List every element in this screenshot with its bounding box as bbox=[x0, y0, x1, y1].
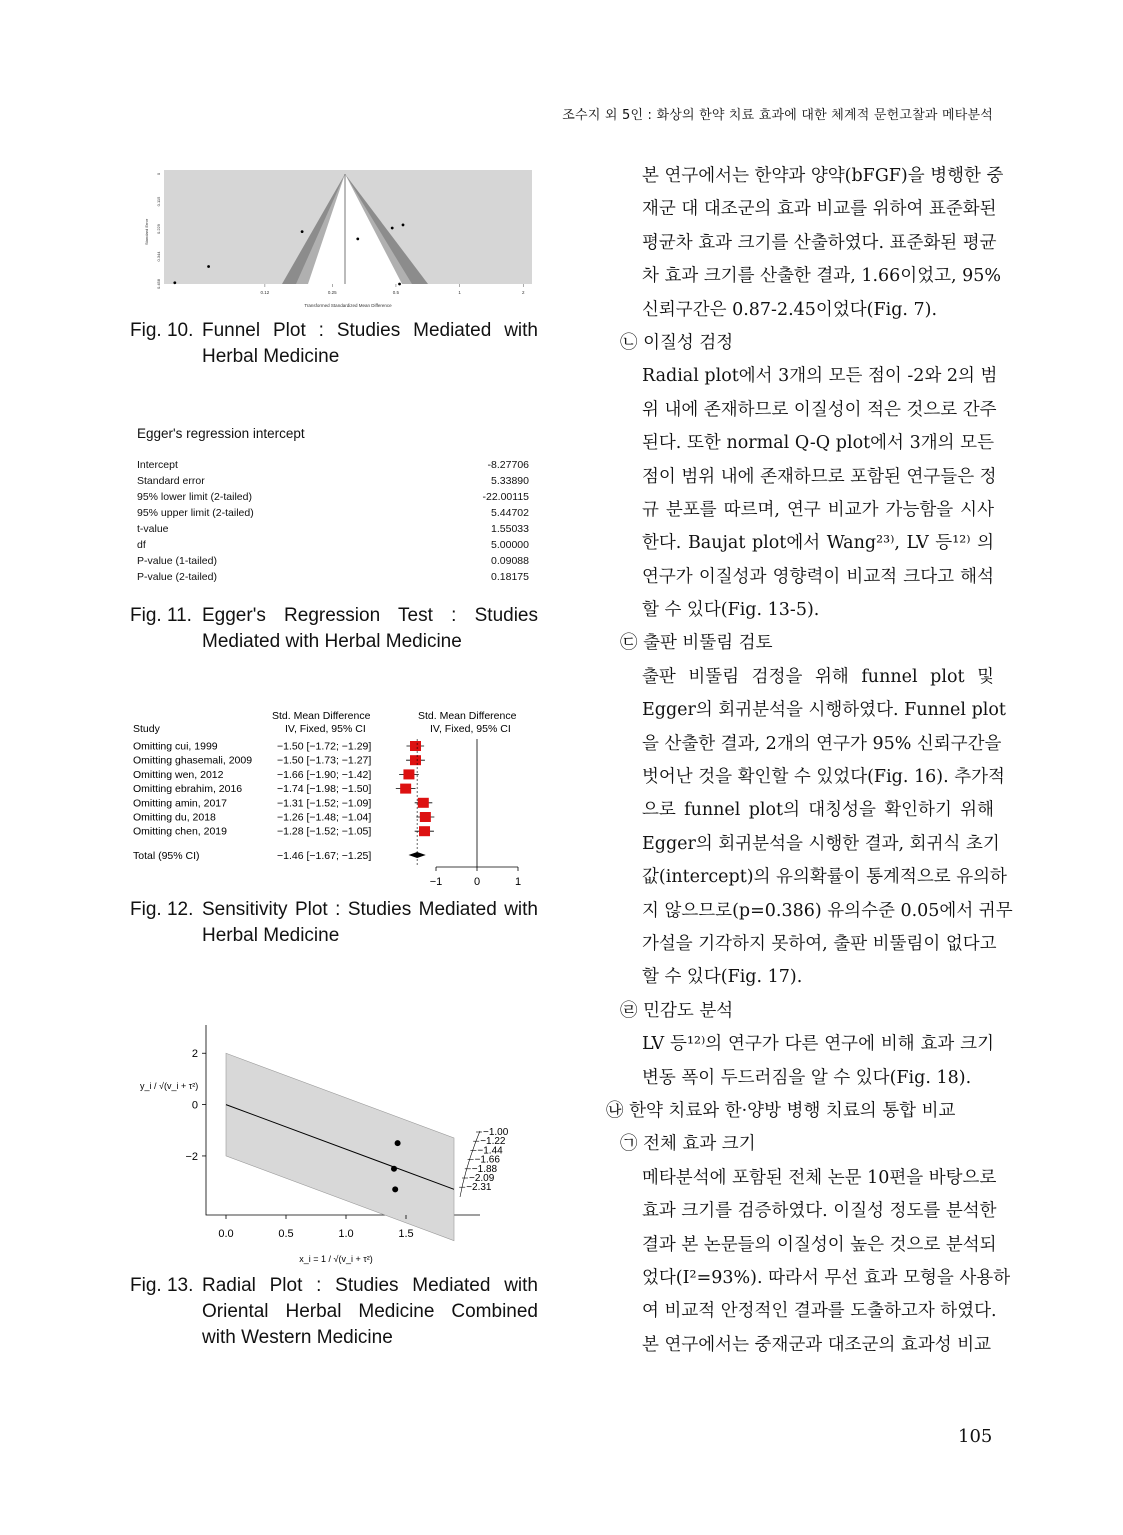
fig12-x-tick-label: −1 bbox=[429, 876, 443, 888]
fig12-study-marker bbox=[419, 826, 430, 836]
text-line: 벗어난 것을 확인할 수 있었다(Fig. 16). 추가적 bbox=[642, 767, 1005, 788]
text-line: 할 수 있다(Fig. 17). bbox=[642, 967, 803, 988]
fig10-funnel-plot bbox=[140, 160, 540, 310]
fig12-col-plot-1: Std. Mean Difference bbox=[418, 710, 517, 722]
text-line: 재군 대 대조군의 효과 비교를 위하여 표준화된 bbox=[642, 199, 997, 220]
table-cell-value: 5.33890 bbox=[491, 475, 529, 487]
table-cell-value: 1.55033 bbox=[491, 523, 529, 535]
table-cell-label: Standard error bbox=[137, 475, 205, 487]
fig10-y-tick-label: 0.115 bbox=[156, 196, 161, 207]
fig13-y-tick-label: −2 bbox=[185, 1150, 198, 1163]
text-line: Egger의 회귀분석을 시행한 결과, 회귀식 초기 bbox=[642, 833, 1000, 854]
table-cell-label: df bbox=[137, 539, 146, 551]
text-line: 효과 크기를 검증하였다. 이질성 정도를 분석한 bbox=[642, 1201, 997, 1222]
fig13-arc-label: −1.22 bbox=[480, 1136, 506, 1148]
fig13-point bbox=[395, 1140, 401, 1146]
text-line: 지 않으므로(p=0.386) 유의수준 0.05에서 귀무 bbox=[642, 900, 1013, 921]
fig13-arc-label: −2.09 bbox=[469, 1173, 495, 1184]
fig10-y-tick-label: 0 bbox=[156, 172, 161, 176]
table-cell-value: -22.00115 bbox=[482, 491, 529, 503]
text-line: 신뢰구간은 0.87-2.45이었다(Fig. 7). bbox=[642, 299, 938, 320]
fig13-x-axis-label: x_i = 1 / √(v_i + τ²) bbox=[299, 1254, 373, 1264]
text-line: 규 분포를 따르며, 연구 비교가 가능함을 시사 bbox=[642, 499, 994, 520]
text-line: 차 효과 크기를 산출한 결과, 1.66이었고, 95% bbox=[642, 266, 1002, 287]
fig13-arc-label: −1.00 bbox=[483, 1127, 509, 1138]
text-line: 점이 범위 내에 존재하므로 포함된 연구들은 정 bbox=[642, 466, 997, 487]
fig12-study-marker bbox=[418, 798, 429, 808]
fig10-caption-text: Funnel Plot : Studies Mediated with Herbal Medicine bbox=[202, 320, 538, 367]
table-cell-label: 95% upper limit (2-tailed) bbox=[137, 507, 254, 519]
fig12-caption bbox=[130, 897, 538, 949]
text-line: 출판 비뚤림 검정을 위해 funnel plot 및 bbox=[642, 666, 994, 687]
fig12-study-label: Omitting ghasemali, 2009 bbox=[133, 754, 253, 767]
fig12-rows bbox=[133, 739, 434, 865]
fig12-study-marker bbox=[403, 769, 414, 779]
fig10-point bbox=[398, 283, 401, 286]
fig12-ci-label: −1.31 [−1.52; −1.09] bbox=[277, 797, 372, 810]
fig13-y-tick-label: 0 bbox=[191, 1099, 198, 1112]
fig12-col-study: Study bbox=[133, 723, 160, 735]
fig12-x-tick-label: 1 bbox=[514, 876, 522, 888]
table-row bbox=[137, 491, 529, 503]
fig12-caption-text: Sensitivity Plot : Studies Mediated with Herbal Medicine bbox=[202, 899, 538, 946]
fig12-col-plot-2: IV, Fixed, 95% CI bbox=[430, 723, 511, 735]
fig13-arc-label: −1.66 bbox=[474, 1154, 500, 1166]
table-cell-label: t-value bbox=[137, 523, 169, 535]
fig12-study-label: Omitting du, 2018 bbox=[133, 811, 216, 824]
table-cell-value: 0.09088 bbox=[491, 555, 529, 567]
fig12-study-label: Omitting amin, 2017 bbox=[133, 797, 227, 810]
fig13-arc-scale bbox=[459, 1127, 509, 1197]
heading-heterogeneity: ㉡ 이질성 검정 bbox=[620, 332, 734, 353]
text-line: 었다(I²=93%). 따라서 무선 효과 모형을 사용하 bbox=[642, 1267, 1011, 1288]
page-number: 105 bbox=[958, 1426, 993, 1447]
fig10-y-tick-label: 0.229 bbox=[156, 223, 161, 235]
fig13-point bbox=[391, 1166, 397, 1172]
fig10-x-tick-label: 0.25 bbox=[327, 290, 337, 295]
fig13-arc-label: −1.88 bbox=[471, 1163, 498, 1175]
text-line: Egger의 회귀분석을 시행하였다. Funnel plot bbox=[642, 700, 1006, 721]
text-line: 할 수 있다(Fig. 13-5). bbox=[642, 600, 820, 621]
fig13-caption-text: Radial Plot : Studies Mediated with Oriental Herbal Medicine Combined with Western Medicine bbox=[202, 1275, 538, 1348]
fig10-point bbox=[207, 265, 210, 268]
table-cell-value: 5.44702 bbox=[491, 507, 529, 519]
fig10-x-axis-label: Transformed Standardized Mean Difference bbox=[304, 303, 392, 308]
table-cell-value: -8.27706 bbox=[487, 459, 529, 471]
paragraph-heterogeneity bbox=[612, 360, 998, 627]
table-row bbox=[137, 523, 529, 535]
text-line: 변동 폭이 두드러짐을 알 수 있다(Fig. 18). bbox=[642, 1067, 972, 1088]
fig10-y-tick-label: 0.344 bbox=[156, 251, 161, 262]
fig12-col-smd-1: Std. Mean Difference bbox=[272, 710, 371, 722]
fig10-x-tick-label: 1 bbox=[458, 290, 461, 295]
fig13-x-tick-label: 0.5 bbox=[278, 1228, 294, 1240]
fig12-ci-label: −1.28 [−1.52; −1.05] bbox=[277, 825, 372, 838]
table-cell-label: P-value (1-tailed) bbox=[137, 555, 217, 567]
fig13-number: Fig. 13. bbox=[130, 1275, 194, 1296]
fig10-y-tick-label: 0.458 bbox=[156, 278, 161, 290]
text-line: 된다. 또한 normal Q-Q plot에서 3개의 모든 bbox=[642, 433, 994, 454]
fig12-study-label: Omitting ebrahim, 2016 bbox=[133, 783, 243, 796]
heading-publication-bias: ㉢ 출판 비뚤림 검토 bbox=[620, 633, 773, 654]
fig10-x-tick-label: 0.12 bbox=[260, 290, 270, 295]
fig12-ci-label: −1.66 [−1.90; −1.42] bbox=[277, 768, 372, 781]
fig13-point bbox=[392, 1186, 398, 1192]
fig10-point bbox=[402, 224, 405, 227]
paragraph-combined-therapy bbox=[612, 160, 1004, 327]
heading-integrated-comparison: ㉯ 한약 치료와 한·양방 병행 치료의 통합 비교 bbox=[606, 1100, 956, 1121]
fig12-col-smd-2: IV, Fixed, 95% CI bbox=[285, 723, 366, 735]
text-line: 한다. Baujat plot에서 Wang²³⁾, LV 등¹²⁾ 의 bbox=[642, 533, 994, 554]
text-line: 가설을 기각하지 못하여, 출판 비뚤림이 없다고 bbox=[642, 933, 997, 954]
fig10-caption bbox=[130, 318, 538, 370]
text-line: 연구가 이질성과 영향력이 비교적 크다고 해석 bbox=[642, 566, 994, 587]
fig10-y-axis-label: Standard Error bbox=[144, 218, 149, 245]
heading-overall-effect: ㉠ 전체 효과 크기 bbox=[620, 1134, 756, 1155]
fig12-study-label: Omitting chen, 2019 bbox=[133, 825, 227, 838]
fig13-arc-label: −2.31 bbox=[466, 1182, 492, 1194]
table-row bbox=[137, 571, 529, 583]
text-line: 위 내에 존재하므로 이질성이 적은 것으로 간주 bbox=[642, 399, 997, 420]
fig11-caption-text: Egger's Regression Test : Studies Mediated with Herbal Medicine bbox=[202, 605, 538, 652]
fig10-point bbox=[391, 227, 394, 230]
fig12-study-marker bbox=[420, 812, 431, 822]
fig10-number: Fig. 10. bbox=[130, 320, 194, 341]
right-column-text bbox=[606, 160, 1013, 1362]
text-line: 값(intercept)의 유의확률이 통계적으로 유의하 bbox=[642, 867, 1007, 888]
fig12-ci-label: −1.26 [−1.48; −1.04] bbox=[277, 811, 372, 824]
fig12-study-label: Omitting cui, 1999 bbox=[133, 740, 218, 753]
heading-sensitivity: ㉣ 민감도 분석 bbox=[620, 1000, 734, 1021]
fig13-x-tick-label: 0.0 bbox=[218, 1228, 234, 1240]
fig10-y-ticks bbox=[156, 172, 161, 289]
fig10-point bbox=[301, 230, 304, 233]
table-cell-label: P-value (2-tailed) bbox=[137, 571, 217, 583]
paragraph-overall-effect bbox=[612, 1162, 1011, 1362]
text-line: 으로 funnel plot의 대칭성을 확인하기 위해 bbox=[642, 800, 994, 821]
text-line: 여 비교적 안정적인 결과를 도출하고자 하였다. bbox=[642, 1301, 997, 1322]
text-line: 본 연구에서는 중재군과 대조군의 효과성 비교 bbox=[642, 1334, 992, 1355]
fig12-total-label: Total (95% CI) bbox=[133, 850, 200, 862]
fig13-x-tick-label: 1.0 bbox=[338, 1228, 354, 1240]
text-line: 결과 본 논문들의 이질성이 높은 것으로 분석되 bbox=[642, 1234, 997, 1255]
table-cell-label: Intercept bbox=[137, 459, 178, 471]
fig12-total-ci: −1.46 [−1.67; −1.25] bbox=[277, 850, 372, 862]
table-row bbox=[137, 507, 529, 519]
running-head: 조수지 외 5인 : 화상의 한약 치료 효과에 대한 체계적 문헌고찰과 메타분석 bbox=[562, 108, 993, 123]
fig13-y-tick-label: 2 bbox=[191, 1048, 198, 1061]
fig10-x-tick-label: 2 bbox=[521, 290, 525, 295]
fig10-point bbox=[356, 237, 359, 240]
fig12-study-marker bbox=[410, 755, 421, 765]
fig13-y-ticks bbox=[185, 1048, 206, 1163]
fig11-number: Fig. 11. bbox=[130, 605, 192, 626]
fig13-y-axis-label: y_i / √(v_i + τ²) bbox=[140, 1081, 199, 1091]
table-row bbox=[137, 459, 529, 471]
text-line: 평균차 효과 크기를 산출하였다. 표준화된 평균 bbox=[642, 232, 997, 253]
fig12-sensitivity-plot bbox=[130, 705, 550, 890]
text-line: 을 산출한 결과, 2개의 연구가 95% 신뢰구간을 bbox=[642, 733, 1002, 754]
fig12-number: Fig. 12. bbox=[130, 899, 194, 920]
fig10-point bbox=[173, 281, 176, 284]
fig12-study-label: Omitting wen, 2012 bbox=[133, 768, 224, 781]
fig12-study-marker bbox=[400, 784, 411, 794]
fig12-x-tick-label: 0 bbox=[473, 876, 481, 888]
table-cell-value: 0.18175 bbox=[491, 571, 529, 583]
fig13-caption bbox=[130, 1273, 538, 1351]
fig12-study-marker bbox=[410, 741, 421, 751]
paragraph-sensitivity bbox=[612, 1028, 994, 1095]
fig10-x-ticks bbox=[261, 284, 525, 295]
fig11-caption bbox=[130, 603, 538, 655]
text-line: 본 연구에서는 한약과 양약(bFGF)을 병행한 중 bbox=[642, 166, 1004, 186]
fig11-title: Egger's regression intercept bbox=[137, 426, 305, 441]
fig12-ci-label: −1.74 [−1.98; −1.50] bbox=[277, 783, 372, 796]
fig13-x-tick-label: 1.5 bbox=[398, 1228, 414, 1240]
fig12-ci-label: −1.50 [−1.73; −1.27] bbox=[277, 754, 372, 767]
fig13-arc-label: −1.44 bbox=[477, 1145, 503, 1157]
table-row bbox=[137, 555, 529, 567]
table-row bbox=[137, 539, 529, 551]
text-line: 메타분석에 포함된 전체 논문 10편을 바탕으로 bbox=[642, 1167, 997, 1188]
fig10-x-tick-label: 0.5 bbox=[392, 290, 400, 295]
table-cell-label: 95% lower limit (2-tailed) bbox=[137, 491, 252, 503]
fig13-radial-plot bbox=[140, 1005, 540, 1270]
fig12-x-ticks bbox=[430, 867, 521, 888]
table-row bbox=[137, 475, 529, 487]
fig12-ci-label: −1.50 [−1.72; −1.29] bbox=[277, 740, 372, 753]
text-line: LV 등¹²⁾의 연구가 다른 연구에 비해 효과 크기 bbox=[642, 1034, 994, 1055]
text-line: Radial plot에서 3개의 모든 점이 -2와 2의 범 bbox=[642, 366, 998, 387]
table-cell-value: 5.00000 bbox=[491, 539, 529, 551]
paragraph-publication-bias bbox=[612, 661, 1013, 995]
fig13-x-ticks bbox=[218, 1215, 413, 1240]
